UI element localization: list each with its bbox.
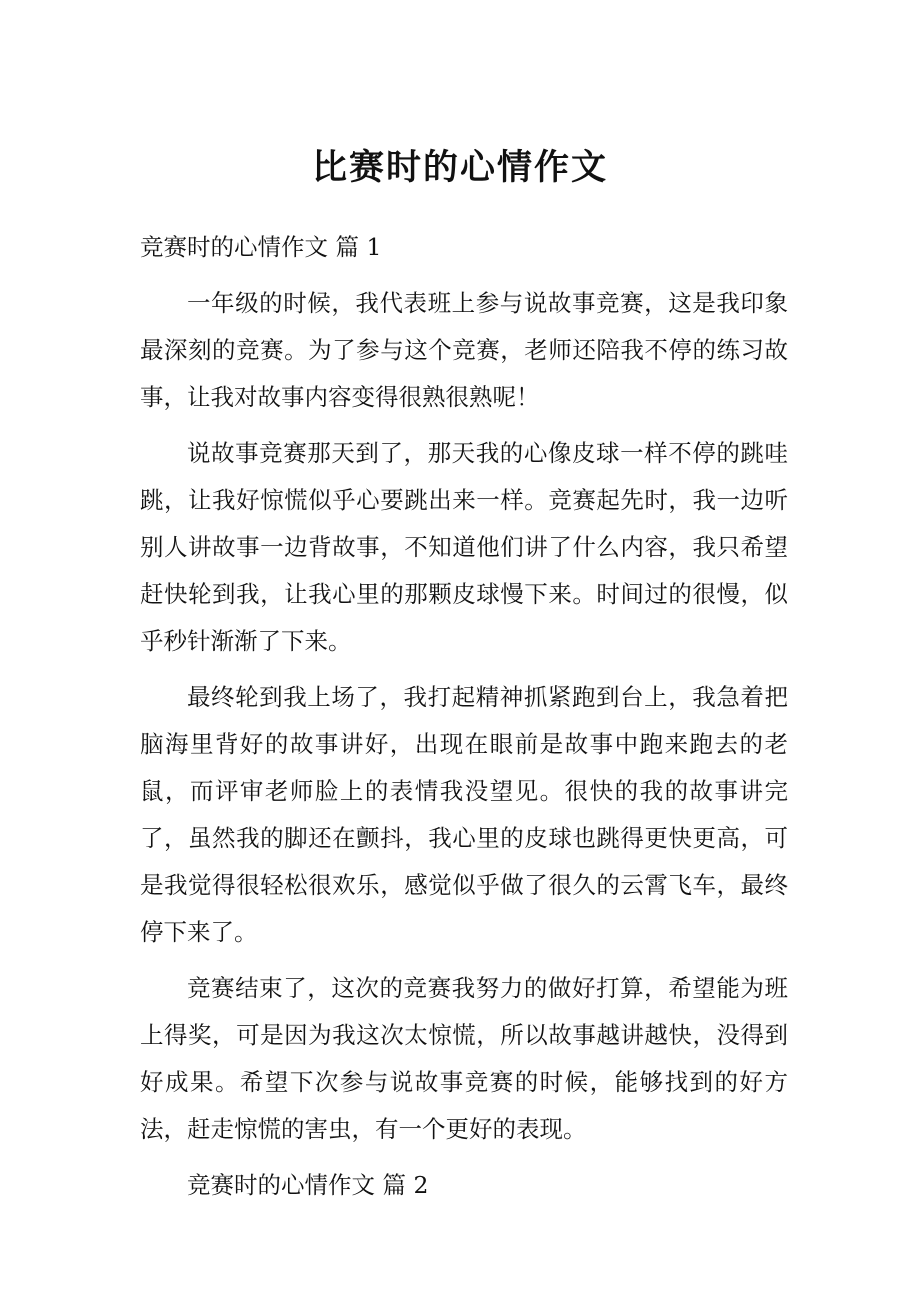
document-body [140,224,788,1209]
document-title: 比赛时的心情作文 [311,147,608,188]
section-heading-2: 竞赛时的心情作文 篇 2 [187,1171,429,1199]
paragraph-2: 说故事竞赛那天到了，那天我的心像皮球一样不停的跳哇跳，让我好惊慌似乎心要跳出来一样。竞赛起先时，我一边听别人讲故事一边背故事，不知道他们讲了什么内容，我只希望赶快轮到我，让我心里的那颗皮球慢下来。时间过的很慢，似乎秒针渐渐了下来。 [140,439,788,655]
paragraph-3: 最终轮到我上场了，我打起精神抓紧跑到台上，我急着把脑海里背好的故事讲好，出现在眼前是故事中跑来跑去的老鼠，而评审老师脸上的表情我没望见。很快的我的故事讲完了，虽然我的脚还在颤抖，我心里的皮球也跳得更快更高，可是我觉得很轻松很欢乐，感觉似乎做了很久的云霄飞车，最终停下来了。 [140,683,788,946]
paragraph-1: 一年级的时候，我代表班上参与说故事竞赛，这是我印象最深刻的竞赛。为了参与这个竞赛，老师还陪我不停的练习故事，让我对故事内容变得很熟很熟呢！ [140,289,788,411]
paragraph-4: 竞赛结束了，这次的竞赛我努力的做好打算，希望能为班上得奖，可是因为我这次太惊慌，所以故事越讲越快，没得到好成果。希望下次参与说故事竞赛的时候，能够找到的好方法，赶走惊慌的害虫，有一个更好的表现。 [140,974,788,1143]
section-heading-1: 竞赛时的心情作文 篇 1 [140,233,382,261]
